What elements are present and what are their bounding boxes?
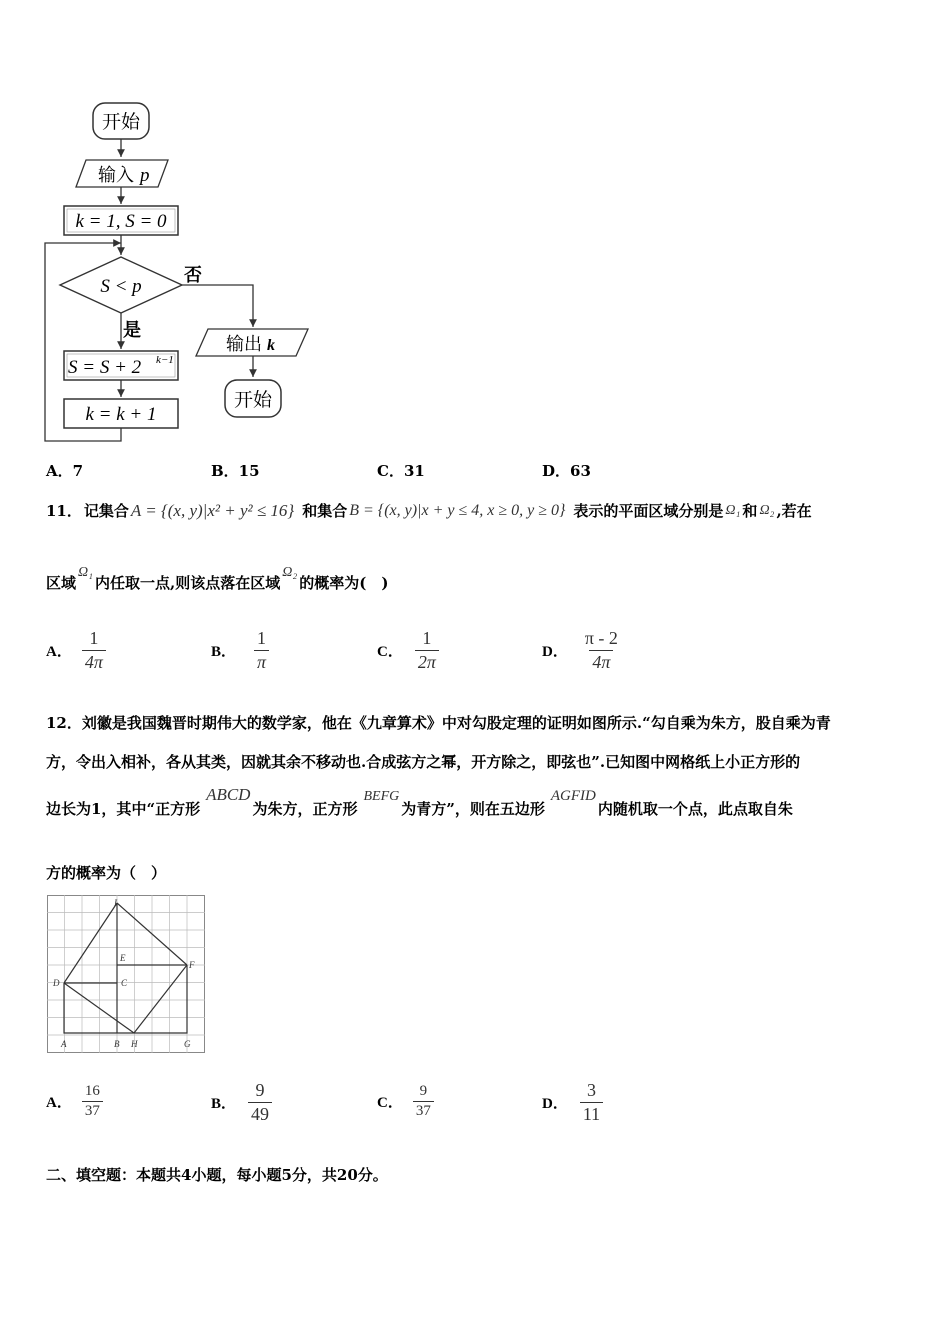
q11-set-a: A = {(x, y)|x² + y² ≤ 16} — [130, 500, 295, 520]
q11-option-c-fraction: $\frac{1}{2\pi}$ — [415, 628, 439, 673]
q11-set-b: B = {(x, y)|x + y ≤ 4, x ≥ 0, y ≥ 0} — [349, 501, 566, 519]
q12-label-g: G — [184, 1039, 191, 1049]
flowchart-update-s-text: S = S + 2 — [68, 357, 142, 378]
q11-omega2: Ω₂ — [759, 502, 775, 518]
flowchart — [40, 95, 330, 450]
q12-option-d-fraction: $\frac{3}{11}$ — [580, 1080, 603, 1125]
flowchart-output-var: k — [267, 337, 275, 354]
q11-option-d-fraction: $\frac{\pi - 2}{4\pi}$ — [584, 628, 618, 672]
q12-square-abcd: ABCD — [206, 785, 251, 804]
q11-line2-b: 内任取一点,则该点落在区域 — [95, 574, 281, 592]
q12-option-b — [211, 1080, 272, 1125]
q11-line2-omega1: Ω₁ — [78, 565, 94, 580]
q12-option-b-letter: B． — [211, 1096, 237, 1112]
q11-option-b-letter: B． — [211, 644, 237, 660]
q12-label-h: H — [131, 1039, 138, 1049]
q12-line4: 方的概率为（ ） — [46, 864, 167, 882]
q12-option-a-letter: A． — [46, 1095, 72, 1111]
flowchart-init-text: k = 1, S = 0 — [75, 211, 167, 232]
q12-pentagon-agfid: AGFID — [550, 788, 596, 804]
q11-option-b-fraction: $\frac{1}{\pi}$ — [254, 628, 269, 673]
q11-option-a-fraction: $\frac{1}{4\pi}$ — [82, 628, 106, 673]
q12-option-a — [46, 1083, 103, 1120]
flowchart-yes-label: 是 — [123, 320, 141, 340]
q12-label-e: E — [120, 953, 126, 963]
q11-text5: ,若在 — [776, 502, 812, 520]
section-2-heading: 二、填空题：本题共4小题，每小题5分，共20分。 — [46, 1166, 388, 1184]
q12-square-befg: BEFG — [363, 789, 400, 804]
q10-option-c: C．31 — [377, 462, 425, 480]
q12-line3-d: 内随机取一个点，此点取自朱 — [597, 800, 793, 818]
q12-line3-b: 为朱方，正方形 — [252, 800, 358, 818]
q12-option-c — [377, 1083, 434, 1120]
q12-option-b-fraction: $\frac{9}{49}$ — [248, 1080, 272, 1125]
q12-line2: 方，令出入相补，各从其类，因就其余不移动也.合成弦方之幂，开方除之，即弦也”.已知图中网格纸上小正方形的 — [46, 753, 801, 771]
flowchart-update-s-exp: k−1 — [156, 354, 174, 366]
q12-label-a: A — [61, 1039, 67, 1049]
q12-option-a-fraction: $\frac{16}{37}$ — [82, 1083, 103, 1120]
q12-grid-figure — [47, 895, 207, 1055]
q11-text2: 和集合 — [302, 502, 348, 520]
q11-stem-line2 — [46, 565, 389, 593]
q11-line2-c: 的概率为( ) — [299, 574, 389, 592]
q12-label-f: F — [189, 960, 195, 970]
q11-line2-a: 区域 — [46, 574, 77, 592]
q11-option-a-letter: A． — [46, 644, 72, 660]
q11-number: 11． — [46, 502, 82, 520]
flowchart-no-label: 否 — [184, 265, 202, 285]
q12-line3-c: 为青方”，则在五边形 — [401, 800, 545, 818]
q12-option-d — [542, 1080, 603, 1125]
q11-line2-omega2: Ω₂ — [282, 565, 298, 580]
q12-option-c-fraction: $\frac{9}{37}$ — [413, 1083, 434, 1120]
q12-line3-a: 边长为1，其中“正方形 — [46, 800, 201, 818]
flowchart-condition-text: S < p — [100, 276, 142, 297]
q10-option-d: D．63 — [542, 462, 591, 480]
q11-option-c-letter: C． — [377, 644, 403, 660]
q12-label-b: B — [114, 1039, 120, 1049]
q11-option-a — [46, 628, 106, 673]
q10-option-a: A．7 — [46, 462, 84, 480]
q11-option-d-letter: D． — [542, 644, 568, 660]
q12-label-i: I — [114, 898, 117, 908]
flowchart-input-var: p — [140, 165, 150, 186]
q12-option-c-letter: C． — [377, 1095, 403, 1111]
flowchart-output-text: 输出 — [226, 334, 262, 354]
q11-text1: 记集合 — [83, 502, 129, 520]
q11-omega1: Ω₁ — [725, 502, 741, 518]
flowchart-update-k-text: k = k + 1 — [85, 404, 157, 425]
q12-label-c: C — [121, 978, 128, 988]
q10-option-b: B．15 — [211, 462, 260, 480]
q11-option-d — [542, 628, 621, 673]
q11-text3: 表示的平面区域分别是 — [573, 502, 724, 520]
q11-stem-line1 — [46, 500, 812, 521]
flowchart-input-text: 输入 — [98, 165, 134, 185]
q12-option-d-letter: D． — [542, 1096, 568, 1112]
q11-option-b — [211, 628, 269, 673]
flowchart-start-text: 开始 — [101, 112, 141, 133]
q11-option-c — [377, 628, 439, 673]
q11-text4: 和 — [742, 502, 758, 520]
flowchart-end-text: 开始 — [233, 390, 273, 411]
q12-label-d: D — [53, 978, 60, 988]
q12-line3 — [46, 785, 793, 819]
q12-line1: 12．刘徽是我国魏晋时期伟大的数学家，他在《九章算术》中对勾股定理的证明如图所示.“勾自乘为朱方，股自乘为青 — [46, 714, 831, 732]
